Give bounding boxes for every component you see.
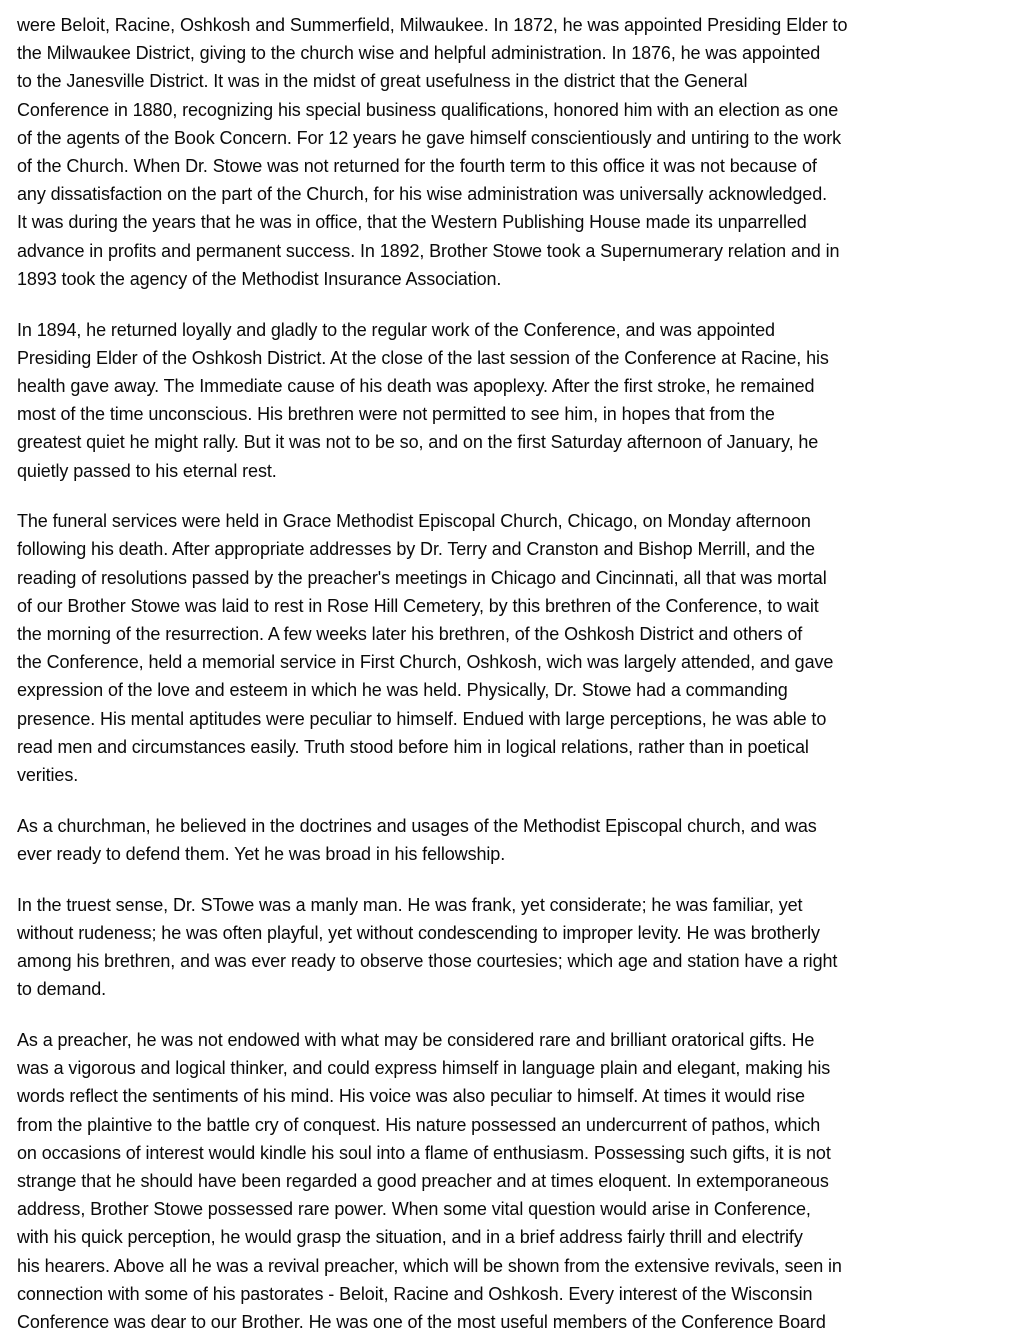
paragraph bbox=[17, 891, 1016, 1004]
text-line: without rudeness; he was often playful, yet without condescending to improper levity. He was brotherly bbox=[17, 922, 820, 943]
text-line: with his quick perception, he would grasp the situation, and in a brief address fairly thrill and electrify bbox=[17, 1227, 803, 1248]
text-line: In the truest sense, Dr. STowe was a manly man. He was frank, yet considerate; he was familiar, yet bbox=[17, 894, 803, 915]
text-line: most of the time unconscious. His brethren were not permitted to see him, in hopes that from the bbox=[17, 404, 775, 425]
text-line: health gave away. The Immediate cause of his death was apoplexy. After the first stroke, he remained bbox=[17, 375, 815, 396]
text-line: The funeral services were held in Grace Methodist Episcopal Church, Chicago, on Monday afternoon bbox=[17, 511, 811, 532]
text-line: 1893 took the agency of the Methodist Insurance Association. bbox=[17, 268, 502, 289]
text-line: on occasions of interest would kindle his soul into a flame of enthusiasm. Possessing such gifts, it is not bbox=[17, 1142, 831, 1163]
text-line: As a preacher, he was not endowed with what may be considered rare and brilliant oratorical gifts. He bbox=[17, 1030, 815, 1050]
text-line: Presiding Elder of the Oshkosh District. At the close of the last session of the Conference at Racine, his bbox=[17, 347, 829, 368]
text-line: to demand. bbox=[17, 979, 107, 1000]
text-line: following his death. After appropriate addresses by Dr. Terry and Cranston and Bishop Merrill, and the bbox=[17, 539, 815, 560]
paragraph bbox=[17, 812, 1016, 868]
text-line: expression of the love and esteem in which he was held. Physically, Dr. Stowe had a commanding bbox=[17, 680, 788, 701]
paragraph bbox=[17, 1026, 1016, 1336]
text-line: was a vigorous and logical thinker, and could express himself in language plain and elegant, making his bbox=[17, 1058, 831, 1079]
text-line: In 1894, he returned loyally and gladly to the regular work of the Conference, and was appointed bbox=[17, 319, 775, 340]
paragraph bbox=[17, 11, 1016, 293]
text-line: connection with some of his pastorates - Beloit, Racine and Oshkosh. Every interest of the Wisconsin bbox=[17, 1283, 813, 1304]
text-line: strange that he should have been regarded a good preacher and at times eloquent. In extemporaneous bbox=[17, 1171, 829, 1192]
text-line: the Milwaukee District, giving to the church wise and helpful administration. In 1876, he was appointed bbox=[17, 43, 821, 64]
text-line: of our Brother Stowe was laid to rest in Rose Hill Cemetery, by this brethren of the Conference, to wait bbox=[17, 595, 819, 616]
paragraph bbox=[17, 507, 1016, 789]
text-line: his hearers. Above all he was a revival preacher, which will be shown from the extensive revivals, seen in bbox=[17, 1255, 842, 1276]
text-line: Conference was dear to our Brother. He was one of the most useful members of the Conference Board bbox=[17, 1312, 826, 1333]
text-line: from the plaintive to the battle cry of conquest. His nature possessed an undercurrent of pathos, which bbox=[17, 1114, 821, 1135]
text-line: of the Church. When Dr. Stowe was not returned for the fourth term to this office it was not because of bbox=[17, 156, 817, 177]
text-line: address, Brother Stowe possessed rare power. When some vital question would arise in Conference, bbox=[17, 1199, 811, 1220]
text-line: were Beloit, Racine, Oshkosh and Summerfield, Milwaukee. In 1872, he was appointed Presiding Elder to bbox=[17, 15, 848, 35]
text-line: Conference in 1880, recognizing his special business qualifications, honored him with an election as one bbox=[17, 99, 839, 120]
text-line: It was during the years that he was in office, that the Western Publishing House made its unparrelled bbox=[17, 212, 807, 233]
text-line: ever ready to defend them. Yet he was broad in his fellowship. bbox=[17, 843, 506, 864]
text-line: to the Janesville District. It was in the midst of great usefulness in the district that the General bbox=[17, 71, 748, 92]
text-line: As a churchman, he believed in the doctrines and usages of the Methodist Episcopal church, and was bbox=[17, 815, 817, 836]
text-line: the morning of the resurrection. A few weeks later his brethren, of the Oshkosh District and others of bbox=[17, 624, 803, 645]
text-line: advance in profits and permanent success. In 1892, Brother Stowe took a Supernumerary relation and in bbox=[17, 240, 840, 261]
text-line: presence. His mental aptitudes were peculiar to himself. Endued with large perceptions, he was able to bbox=[17, 708, 827, 729]
text-line: the Conference, held a memorial service in First Church, Oshkosh, wich was largely attended, and gave bbox=[17, 652, 834, 673]
text-line: reading of resolutions passed by the preacher's meetings in Chicago and Cincinnati, all that was mortal bbox=[17, 567, 827, 588]
text-line: quietly passed to his eternal rest. bbox=[17, 460, 277, 481]
text-line: verities. bbox=[17, 765, 79, 786]
text-line: among his brethren, and was ever ready to observe those courtesies; which age and station have a right bbox=[17, 951, 838, 972]
text-line: of the agents of the Book Concern. For 12 years he gave himself conscientiously and untiring to the work bbox=[17, 127, 842, 148]
text-line: greatest quiet he might rally. But it was not to be so, and on the first Saturday afternoon of January, he bbox=[17, 432, 819, 453]
text-line: read men and circumstances easily. Truth stood before him in logical relations, rather than in poetical bbox=[17, 736, 809, 757]
text-line: words reflect the sentiments of his mind. His voice was also peculiar to himself. At times it would rise bbox=[17, 1086, 805, 1107]
paragraph bbox=[17, 316, 1016, 485]
text-line: any dissatisfaction on the part of the Church, for his wise administration was universally acknowledged. bbox=[17, 184, 828, 205]
